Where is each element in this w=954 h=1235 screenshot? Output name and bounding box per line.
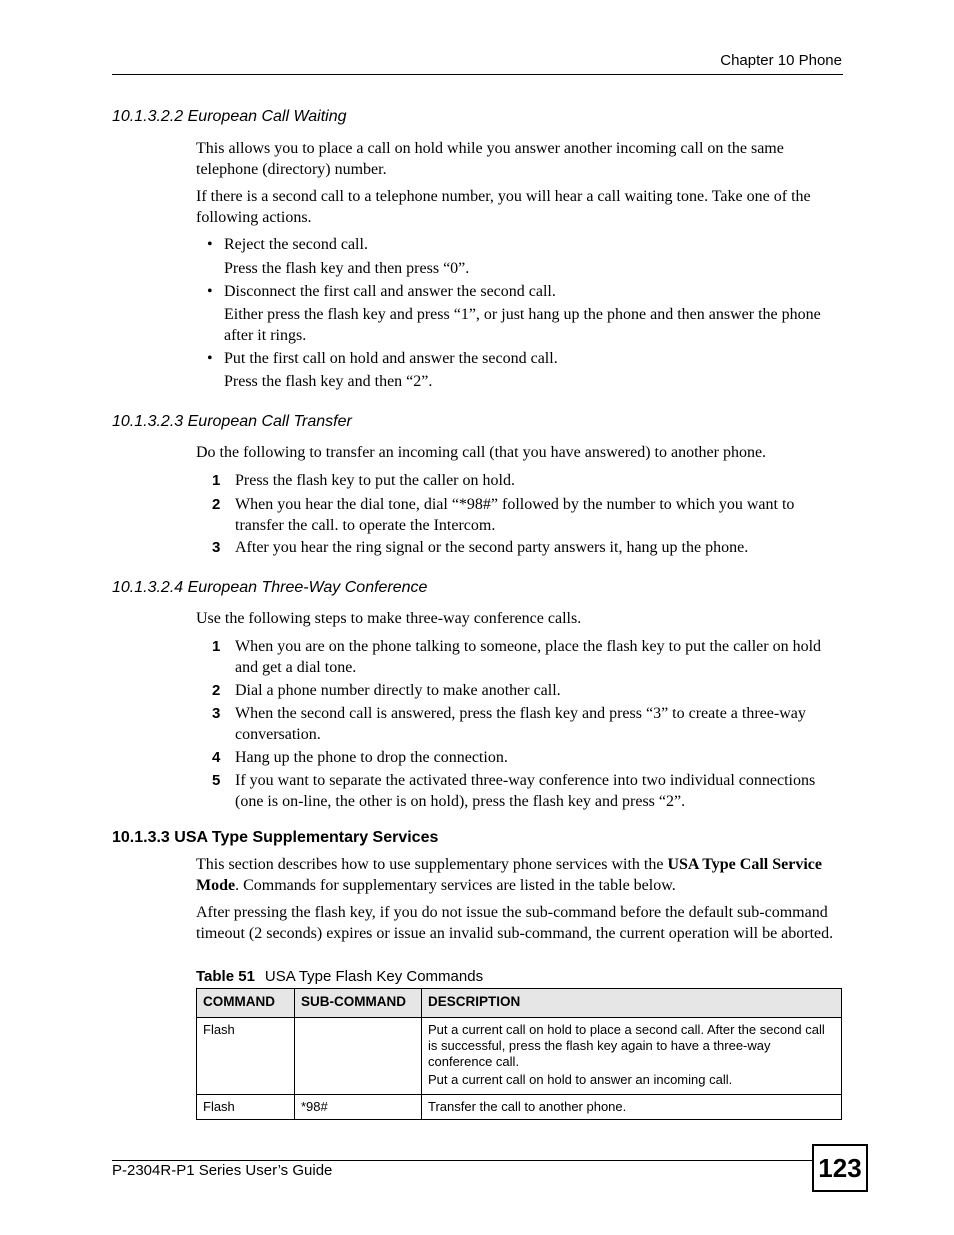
table-row — [197, 1095, 842, 1120]
list-item-detail: Press the flash key and then “2”. — [224, 373, 433, 390]
section-heading-three-way: 10.1.3.2.4 European Three-Way Conference — [112, 579, 428, 596]
paragraph-text: This section describes how to use supplementary phone services with the — [196, 856, 668, 873]
step-text: Dial a phone number directly to make another call. — [235, 682, 561, 699]
paragraph: Use the following steps to make three-way conference calls. — [196, 610, 582, 627]
table-caption-label: Table 51 — [196, 968, 255, 985]
description-line: Put a current call on hold to place a second call. After the second call is successful, press the flash key again to have a three-way conference call. — [428, 1022, 825, 1069]
footer-rule — [112, 1160, 812, 1161]
step-text: When you are on the phone talking to someone, place the flash key to put the caller on hold and get a dial tone. — [235, 638, 822, 676]
paragraph: After pressing the flash key, if you do not issue the sub-command before the default sub-command timeout (2 seconds) expires or issue an invalid sub-command, the current operation will be aborted. — [196, 904, 834, 942]
list-item-detail: Press the flash key and then press “0”. — [224, 260, 470, 277]
list-item-detail: Either press the flash key and press “1”, or just hang up the phone and then answer the phone after it rings. — [224, 306, 821, 344]
column-header: COMMAND — [197, 989, 295, 1018]
table-caption — [196, 968, 483, 985]
table-cell-subcommand — [295, 1018, 422, 1095]
step-number: 5 — [212, 772, 221, 789]
step-text: When the second call is answered, press the flash key and press “3” to create a three-way conversation. — [235, 705, 806, 743]
section-heading-call-waiting: 10.1.3.2.2 European Call Waiting — [112, 108, 347, 125]
table-cell-subcommand: *98# — [295, 1095, 422, 1120]
step-text: If you want to separate the activated three-way conference into two individual connections (one is on-line, the other is on hold), press the flash key and press “2”. — [235, 772, 816, 810]
table-cell-command: Flash — [197, 1018, 295, 1095]
step-number: 2 — [212, 682, 221, 699]
column-header: SUB-COMMAND — [295, 989, 422, 1018]
header-rule — [112, 74, 843, 75]
column-header: DESCRIPTION — [422, 989, 842, 1018]
table-cell-command: Flash — [197, 1095, 295, 1120]
step-text: Press the flash key to put the caller on hold. — [235, 472, 515, 489]
list-item: Disconnect the first call and answer the second call. — [224, 283, 556, 300]
page-number: 123 — [812, 1144, 868, 1192]
step-number: 4 — [212, 749, 221, 766]
table-cell-description — [422, 1018, 842, 1095]
paragraph-text: . Commands for supplementary services are listed in the table below. — [235, 877, 676, 894]
paragraph: Do the following to transfer an incoming call (that you have answered) to another phone. — [196, 444, 767, 461]
list-item: Reject the second call. — [224, 236, 368, 253]
paragraph: If there is a second call to a telephone number, you will hear a call waiting tone. Take one of the following actions. — [196, 188, 811, 226]
table-row — [197, 1018, 842, 1095]
bullet-icon: • — [207, 350, 213, 367]
section-heading-usa-type: 10.1.3.3 USA Type Supplementary Services — [112, 829, 439, 846]
paragraph: This allows you to place a call on hold while you answer another incoming call on the same telephone (directory) number. — [196, 140, 784, 178]
step-text: After you hear the ring signal or the second party answers it, hang up the phone. — [235, 539, 749, 556]
table-header-row — [197, 989, 842, 1018]
service-mode-term: USA Type Call Service Mode — [196, 856, 822, 894]
bullet-icon: • — [207, 283, 213, 300]
step-number: 1 — [212, 472, 221, 489]
table-caption-title: USA Type Flash Key Commands — [264, 968, 484, 985]
flash-key-commands-table — [196, 988, 842, 1120]
section-heading-call-transfer: 10.1.3.2.3 European Call Transfer — [112, 413, 352, 430]
list-item: Put the first call on hold and answer the second call. — [224, 350, 558, 367]
chapter-header: Chapter 10 Phone — [720, 52, 842, 69]
step-number: 3 — [212, 705, 221, 722]
step-number: 2 — [212, 496, 221, 513]
step-number: 3 — [212, 539, 221, 556]
step-number: 1 — [212, 638, 221, 655]
description-line: Put a current call on hold to answer an incoming call. — [428, 1072, 733, 1087]
bullet-icon: • — [207, 236, 213, 253]
guide-title: P-2304R-P1 Series User’s Guide — [112, 1162, 333, 1179]
step-text: When you hear the dial tone, dial “*98#” followed by the number to which you want to transfer the call. to operate the Intercom. — [235, 496, 795, 534]
table-cell-description: Transfer the call to another phone. — [422, 1095, 842, 1120]
step-text: Hang up the phone to drop the connection. — [235, 749, 508, 766]
paragraph — [196, 854, 842, 896]
